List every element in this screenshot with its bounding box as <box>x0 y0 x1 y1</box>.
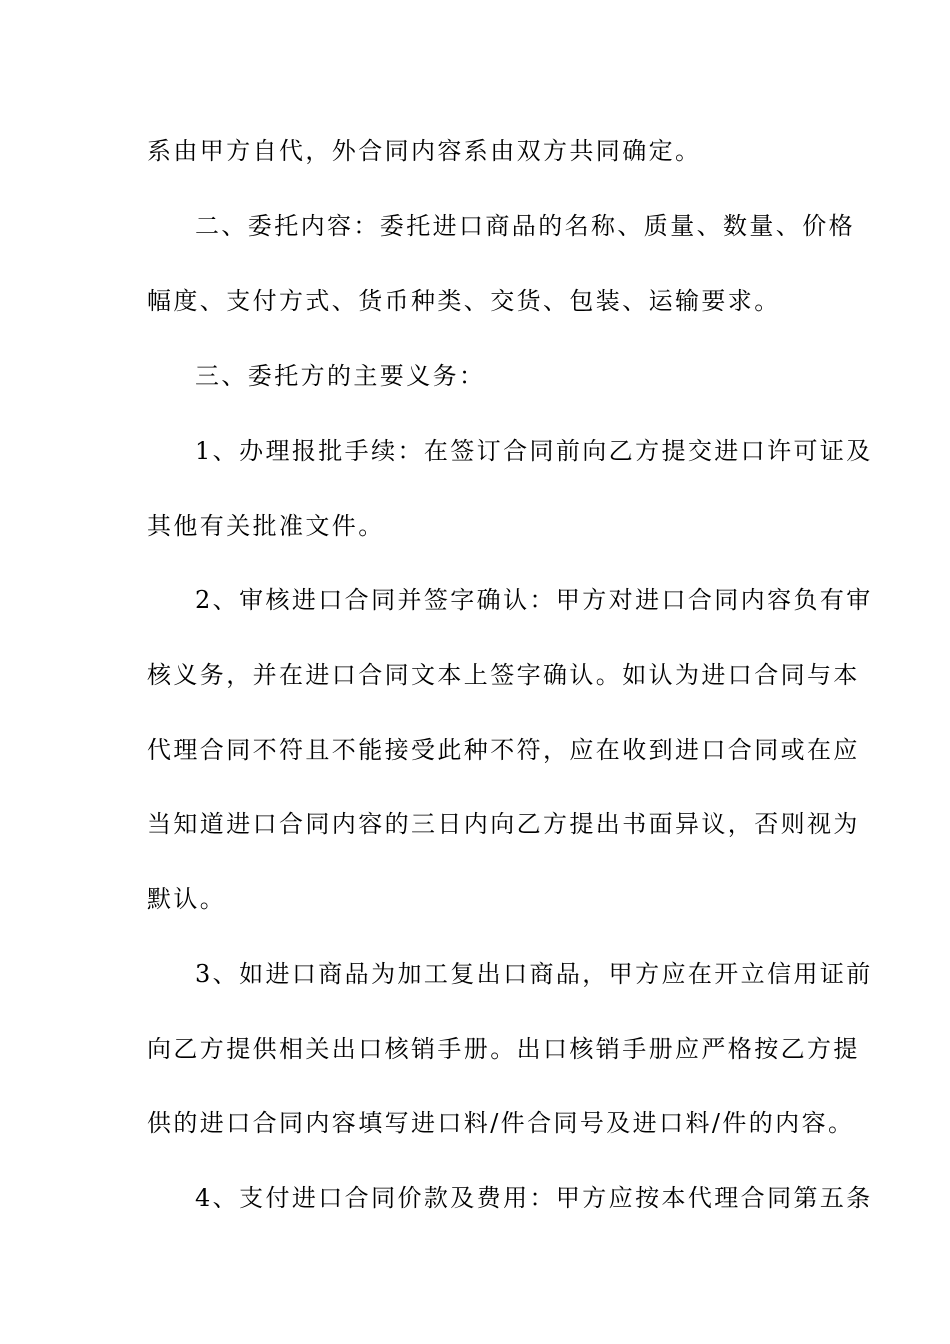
text-line: 1、办理报批手续：在签订合同前向乙方提交进口许可证及 <box>195 437 873 465</box>
text-line: 其他有关批准文件。 <box>147 512 385 540</box>
text-line: 2、审核进口合同并签字确认：甲方对进口合同内容负有审 <box>195 586 873 614</box>
text-line: 代理合同不符且不能接受此种不符，应在收到进口合同或在应 <box>147 736 860 764</box>
text-line: 向乙方提供相关出口核销手册。出口核销手册应严格按乙方提 <box>147 1035 860 1063</box>
text-line: 当知道进口合同内容的三日内向乙方提出书面异议，否则视为 <box>147 810 860 838</box>
text-line: 幅度、支付方式、货币种类、交货、包装、运输要求。 <box>147 287 781 315</box>
text-line: 核义务，并在进口合同文本上签字确认。如认为进口合同与本 <box>147 661 860 689</box>
text-line: 默认。 <box>147 885 227 913</box>
text-line: 系由甲方自代，外合同内容系由双方共同确定。 <box>147 137 702 165</box>
text-line: 4、支付进口合同价款及费用：甲方应按本代理合同第五条 <box>195 1184 873 1212</box>
text-line: 供的进口合同内容填写进口料/件合同号及进口料/件的内容。 <box>147 1109 855 1137</box>
text-line: 二、委托内容：委托进口商品的名称、质量、数量、价格 <box>195 212 855 240</box>
text-line: 3、如进口商品为加工复出口商品，甲方应在开立信用证前 <box>195 960 873 988</box>
text-line: 三、委托方的主要义务： <box>195 362 486 390</box>
